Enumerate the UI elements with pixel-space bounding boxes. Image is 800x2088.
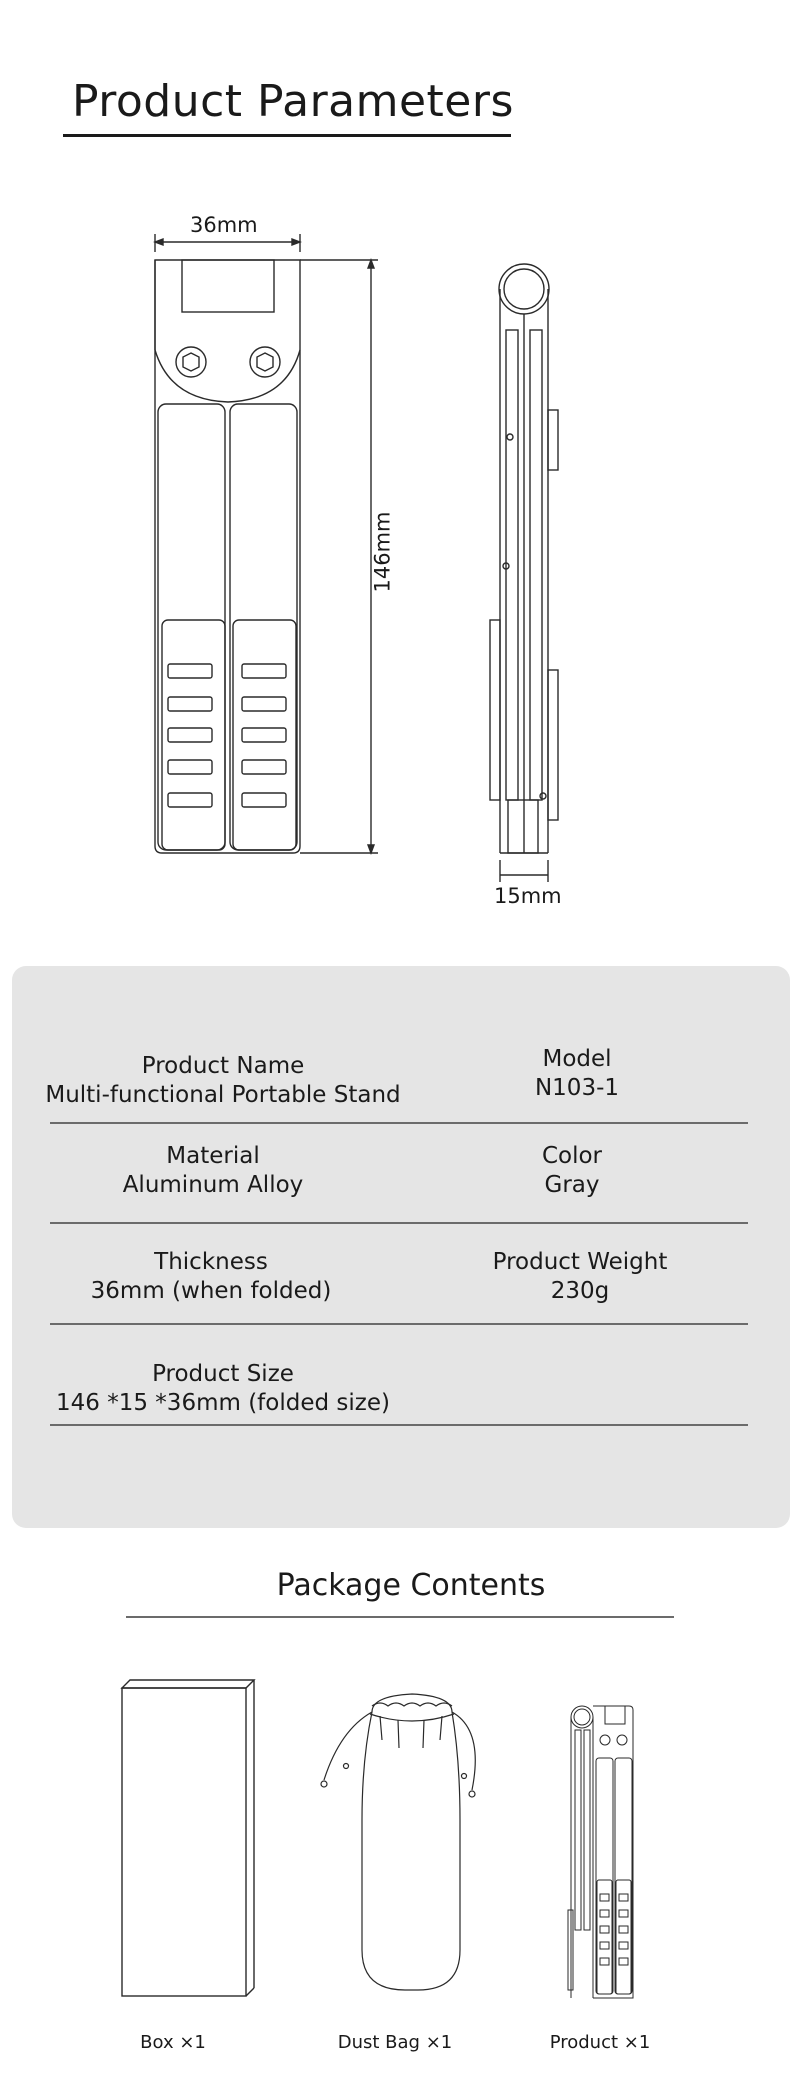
spec-label: Product Weight xyxy=(492,1249,668,1275)
spec-value: Gray xyxy=(544,1172,600,1198)
height-dimension-label: 146mm xyxy=(370,511,395,593)
spec-value: 230g xyxy=(550,1278,610,1304)
spec-value: 36mm (when folded) xyxy=(90,1278,332,1304)
spec-label: Product Size xyxy=(152,1361,294,1387)
package-item-box-label: Box ×1 xyxy=(140,2032,206,2053)
package-item-dust-bag-label: Dust Bag ×1 xyxy=(337,2032,453,2053)
package-contents-title: Package Contents xyxy=(276,1568,546,1603)
depth-dimension-label: 15mm xyxy=(494,884,562,908)
page-title: Product Parameters xyxy=(72,76,514,127)
spec-value: N103-1 xyxy=(534,1075,620,1101)
width-dimension-label: 36mm xyxy=(190,213,258,237)
spec-label: Color xyxy=(541,1143,603,1169)
package-item-product-label: Product ×1 xyxy=(549,2032,651,2053)
spec-label: Material xyxy=(166,1143,260,1169)
spec-value: Aluminum Alloy xyxy=(122,1172,304,1198)
spec-label: Product Name xyxy=(141,1053,305,1079)
spec-value: 146 *15 *36mm (folded size) xyxy=(56,1390,390,1416)
spec-label: Model xyxy=(542,1046,612,1072)
spec-value: Multi-functional Portable Stand xyxy=(45,1082,401,1108)
spec-label: Thickness xyxy=(154,1249,268,1275)
